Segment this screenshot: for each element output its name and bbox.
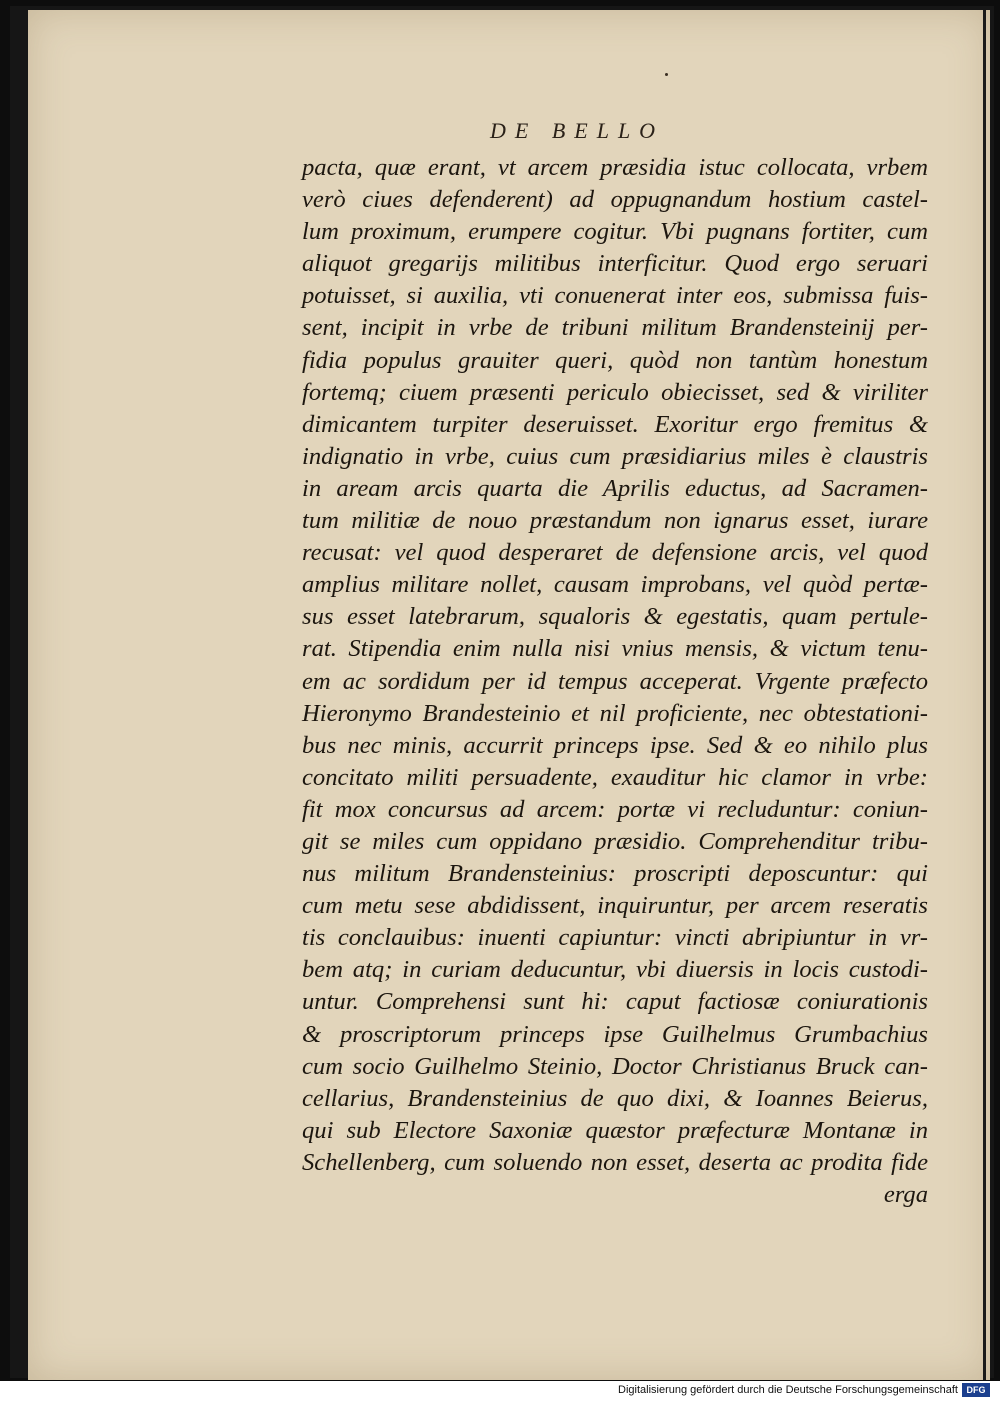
text-line: dimicantem turpiter deseruisset. Exoritur ergo fremitus &	[302, 410, 928, 438]
text-line: bus nec minis, accurrit princeps ipse. Sed & eo nihilo plus	[302, 731, 928, 759]
text-line: sus esset latebrarum, squaloris & egestatis, quam pertule-	[302, 603, 928, 631]
text-line: cum socio Guilhelmo Steinio, Doctor Christianus Bruck can-	[302, 1052, 928, 1080]
text-line: bem atq; in curiam deducuntur, vbi diuersis in locis custodi-	[302, 956, 928, 984]
text-line: fit mox concursus ad arcem: portæ vi recluduntur: coniun-	[302, 795, 928, 823]
running-head: DE BELLO	[490, 118, 665, 143]
text-line: qui sub Electore Saxoniæ quæstor præfecturæ Montanæ in	[302, 1116, 928, 1144]
text-line: amplius militare nollet, causam improbans, vel quòd pertæ-	[302, 571, 928, 599]
text-line: Hieronymo Brandesteinio et nil proficiente, nec obtestationi-	[302, 699, 928, 727]
text-line: em ac sordidum per id tempus acceperat. Vrgente præfecto	[302, 667, 928, 695]
text-line: sent, incipit in vrbe de tribuni militum Brandensteinij per-	[302, 314, 928, 342]
text-line: & proscriptorum princeps ipse Guilhelmus Grumbachius	[302, 1020, 928, 1048]
text-line: tum militiæ de nouo præstandum non ignarus esset, iurare	[302, 507, 928, 535]
body-text	[302, 152, 928, 1211]
footer-bar	[0, 1381, 1000, 1401]
text-line: aliquot gregarijs militibus interficitur. Quod ergo seruari	[302, 250, 928, 278]
text-line: cellarius, Brandensteinius de quo dixi, & Ioannes Beierus,	[302, 1084, 928, 1112]
text-line: tis conclauibus: inuenti capiuntur: vincti abripiuntur in vr-	[302, 924, 928, 952]
text-line: concitato militi persuadente, exauditur hic clamor in vrbe:	[302, 763, 928, 791]
footer-credit: Digitalisierung gefördert durch die Deutsche Forschungsgemeinschaft	[618, 1384, 958, 1396]
text-line: Schellenberg, cum soluendo non esset, deserta ac prodita fide	[302, 1148, 928, 1176]
text-line: untur. Comprehensi sunt hi: caput factiosæ coniurationis	[302, 988, 928, 1016]
text-line: fortemq; ciuem præsenti periculo obiecisset, sed & viriliter	[302, 378, 928, 406]
page-edge-shadow	[983, 10, 986, 1380]
text-line: indignatio in vrbe, cuius cum præsidiarius miles è claustris	[302, 442, 928, 470]
text-line: cum metu sese abdidissent, inquiruntur, per arcem reseratis	[302, 892, 928, 920]
paper-speck	[665, 73, 668, 76]
catchword: erga	[883, 1181, 928, 1208]
text-line: verò ciues defenderent) ad oppugnandum hostium castel-	[302, 186, 928, 214]
text-line: nus militum Brandensteinius: proscripti deposcuntur: qui	[302, 860, 928, 888]
text-line: in aream arcis quarta die Aprilis eductus, ad Sacramen-	[302, 474, 928, 502]
text-line: lum proximum, erumpere cogitur. Vbi pugnans fortiter, cum	[302, 218, 928, 246]
text-line: fidia populus grauiter queri, quòd non tantùm honestum	[302, 346, 928, 374]
text-line: pacta, quæ erant, vt arcem præsidia istuc collocata, vrbem	[302, 154, 928, 181]
text-line: git se miles cum oppidano præsidio. Comprehenditur tribu-	[302, 827, 928, 855]
text-line: rat. Stipendia enim nulla nisi vnius mensis, & victum tenu-	[302, 635, 928, 663]
text-line: recusat: vel quod desperaret de defensione arcis, vel quod	[302, 539, 928, 567]
text-line: potuisset, si auxilia, vti conuenerat inter eos, submissa fuis-	[302, 282, 928, 310]
dfg-logo[interactable]: DFG	[962, 1383, 990, 1397]
